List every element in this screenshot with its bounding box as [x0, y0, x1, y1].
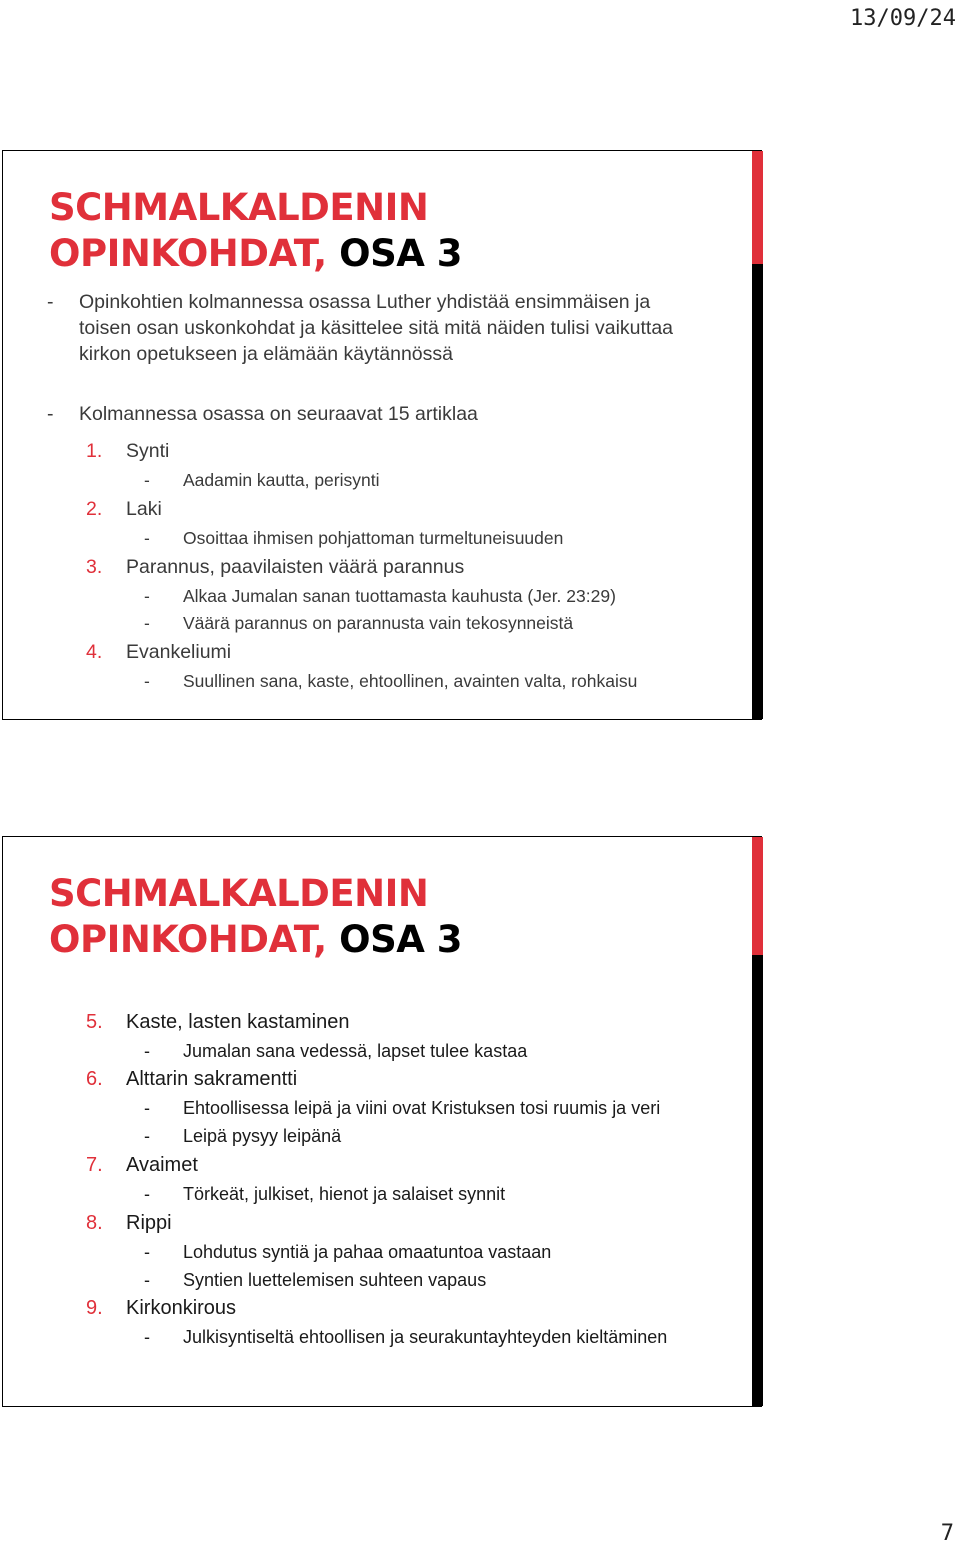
dash-marker: -	[144, 1270, 150, 1290]
sub-item	[144, 1242, 551, 1263]
sub-item	[144, 1041, 527, 1062]
dash-marker: -	[144, 470, 150, 490]
sub-item	[144, 1184, 505, 1205]
item-label: Kaste, lasten kastaminen	[126, 1011, 350, 1033]
item-number: 2.	[86, 498, 103, 520]
sub-item-text: Ehtoollisessa leipä ja viini ovat Kristuksen tosi ruumis ja veri	[183, 1098, 661, 1118]
dash-marker: -	[144, 1126, 150, 1146]
sub-item	[144, 1098, 660, 1119]
item-number: 9.	[86, 1297, 103, 1319]
title-line1: SCHMALKALDENIN	[49, 186, 429, 229]
sub-item-text: Syntien luettelemisen suhteen vapaus	[183, 1270, 487, 1290]
list-item	[86, 641, 231, 664]
sub-item	[144, 1327, 667, 1348]
sub-item-text: Suullinen sana, kaste, ehtoollinen, avainten valta, rohkaisu	[183, 671, 638, 691]
dash-marker: -	[144, 1184, 150, 1204]
slide-1	[2, 150, 762, 720]
slide-title	[49, 871, 462, 963]
item-label: Synti	[126, 440, 170, 462]
slide-title	[49, 185, 462, 277]
list-item	[86, 1212, 172, 1235]
item-label: Laki	[126, 498, 162, 520]
sub-item-text: Alkaa Jumalan sanan tuottamasta kauhusta (Jer. 23:29)	[183, 586, 616, 606]
item-number: 4.	[86, 641, 103, 663]
title-line2-red: OPINKOHDAT,	[49, 918, 327, 961]
dash-marker: -	[144, 1242, 150, 1262]
page-number: 7	[940, 1521, 954, 1546]
slide-2	[2, 836, 762, 1407]
item-label: Alttarin sakramentti	[126, 1068, 298, 1090]
title-line1: SCHMALKALDENIN	[49, 872, 429, 915]
list-item	[86, 498, 162, 521]
sub-item	[144, 671, 637, 692]
title-line2-black: OSA 3	[326, 232, 462, 275]
sub-item	[144, 528, 563, 549]
sub-item-text: Aadamin kautta, perisynti	[183, 470, 380, 490]
item-number: 7.	[86, 1154, 103, 1176]
dash-marker: -	[144, 671, 150, 691]
dash-marker: -	[144, 1041, 150, 1061]
sub-item-text: Julkisyntiseltä ehtoollisen ja seurakuntayhteyden kieltäminen	[183, 1327, 668, 1347]
item-number: 5.	[86, 1011, 103, 1033]
dash-marker: -	[47, 403, 54, 425]
bullet-text: Opinkohtien kolmannessa osassa Luther yhdistää ensimmäisen ja toisen osan uskonkohdat ja käsittelee sitä mitä näiden tulisi vaikuttaa kirkon opetukseen ja elämään käytännössä	[79, 291, 674, 365]
sub-item	[144, 1270, 486, 1291]
item-label: Kirkonkirous	[126, 1297, 237, 1319]
dash-marker: -	[144, 528, 150, 548]
list-item	[86, 1297, 236, 1320]
sub-item	[144, 613, 573, 634]
list-item	[86, 1011, 349, 1034]
dash-marker: -	[144, 1098, 150, 1118]
sub-item	[144, 1126, 341, 1147]
item-label: Evankeliumi	[126, 641, 232, 663]
list-item	[86, 1068, 297, 1091]
item-label: Parannus, paavilaisten väärä parannus	[126, 556, 465, 578]
dash-marker: -	[144, 613, 150, 633]
title-line2-black: OSA 3	[326, 918, 462, 961]
sub-item-text: Törkeät, julkiset, hienot ja salaiset synnit	[183, 1184, 506, 1204]
sub-item-text: Osoittaa ihmisen pohjattoman turmeltuneisuuden	[183, 528, 564, 548]
sub-item-text: Leipä pysyy leipänä	[183, 1126, 342, 1146]
sub-item	[144, 586, 616, 607]
page-date: 13/09/24	[850, 6, 956, 31]
dash-marker: -	[144, 586, 150, 606]
accent-bar-red	[752, 837, 763, 955]
item-number: 8.	[86, 1212, 103, 1234]
sub-item	[144, 470, 380, 491]
item-number: 3.	[86, 556, 103, 578]
bullet-paragraph	[47, 289, 699, 367]
accent-bar-red	[752, 151, 763, 264]
list-item	[86, 440, 169, 463]
slide-accent-bar	[752, 151, 763, 719]
slide-accent-bar	[752, 837, 763, 1406]
item-label: Avaimet	[126, 1154, 198, 1176]
item-number: 6.	[86, 1068, 103, 1090]
item-number: 1.	[86, 440, 103, 462]
list-item	[86, 556, 464, 579]
sub-item-text: Väärä parannus on parannusta vain tekosynneistä	[183, 613, 574, 633]
sub-item-text: Jumalan sana vedessä, lapset tulee kastaa	[183, 1041, 528, 1061]
dash-marker: -	[47, 291, 54, 313]
title-line2-red: OPINKOHDAT,	[49, 232, 327, 275]
list-item	[86, 1154, 198, 1177]
bullet-paragraph	[47, 401, 699, 427]
dash-marker: -	[144, 1327, 150, 1347]
sub-item-text: Lohdutus syntiä ja pahaa omaatuntoa vastaan	[183, 1242, 552, 1262]
bullet-text: Kolmannessa osassa on seuraavat 15 artiklaa	[79, 403, 478, 425]
item-label: Rippi	[126, 1212, 172, 1234]
